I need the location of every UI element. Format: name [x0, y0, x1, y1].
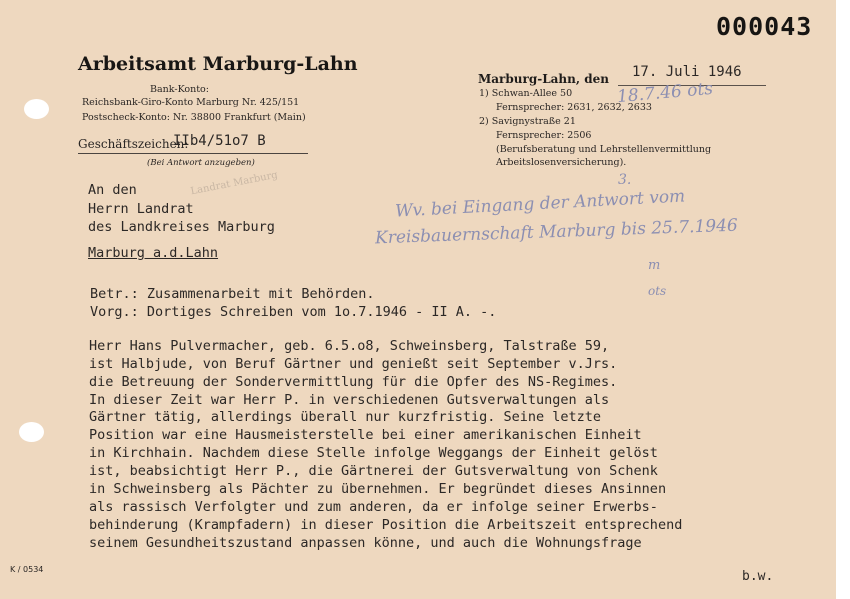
reference-underline: [78, 153, 308, 154]
body-line: seinem Gesundheitszustand anpassen könne, und auch die Wohnungsfrage: [89, 535, 642, 551]
address-line-3: des Landkreises Marburg: [88, 219, 275, 235]
address-city: Marburg a.d.Lahn: [88, 245, 219, 261]
body-line: als rassisch Verfolgter und zum anderen, da er infolge seiner Erwerbs-: [89, 499, 658, 515]
reference-label: Geschäftszeichen:: [78, 137, 189, 151]
archive-label: K / 0534: [10, 565, 44, 574]
address-line-2: Herrn Landrat: [88, 201, 194, 217]
letterhead-org-name: Arbeitsamt Marburg-Lahn: [78, 53, 358, 75]
handwritten-note-line-2: Kreisbauernschaft Marburg bis 25.7.1946: [374, 215, 739, 249]
subject-line: Betr.: Zusammenarbeit mit Behörden.: [90, 286, 375, 302]
office-2-phone: Fernsprecher: 2506: [496, 130, 592, 141]
place-label: Marburg-Lahn, den: [478, 72, 609, 86]
punch-hole: [19, 422, 44, 442]
reference-previous-line: Vorg.: Dortiges Schreiben vom 1o.7.1946 - II A. -.: [90, 304, 497, 320]
handwritten-initial: m: [648, 258, 661, 273]
body-line: Herr Hans Pulvermacher, geb. 6.5.o8, Schweinsberg, Talstraße 59,: [89, 338, 610, 354]
bank-line-2: Postscheck-Konto: Nr. 38800 Frankfurt (Main): [82, 112, 306, 123]
reference-value: IIb4/51o7 B: [173, 133, 266, 149]
body-line: in Kirchhain. Nachdem diese Stelle infolge Weggangs der Einheit gelöst: [89, 445, 658, 461]
serial-number: 000043: [716, 12, 813, 41]
continuation-note: b.w.: [742, 569, 774, 584]
reference-note: (Bei Antwort anzugeben): [147, 158, 255, 168]
body-line: behinderung (Krampfadern) in dieser Position die Arbeitszeit entsprechend: [89, 517, 683, 533]
body-line: in Schweinsberg als Pächter zu übernehmen. Er begründet dieses Ansinnen: [89, 481, 667, 497]
bank-heading: Bank-Konto:: [150, 84, 209, 95]
body-line: Position war eine Hausmeisterstelle bei einer amerikanischen Einheit: [89, 427, 642, 443]
office-1-address: 1) Schwan-Allee 50: [479, 88, 573, 99]
office-2-address: 2) Savignystraße 21: [479, 116, 576, 127]
address-line-1: An den: [88, 182, 137, 198]
body-line: ist Halbjude, von Beruf Gärtner und genießt seit September v.Jrs.: [89, 356, 618, 372]
office-1-phone: Fernsprecher: 2631, 2632, 2633: [496, 102, 652, 113]
punch-hole: [24, 99, 49, 119]
body-line: In dieser Zeit war Herr P. in verschiedenen Gutsverwaltungen als: [89, 392, 610, 408]
office-2-note-1: (Berufsberatung und Lehrstellenvermittlung: [496, 144, 712, 155]
body-line: die Betreuung der Sondervermittlung für die Opfer des NS-Regimes.: [89, 374, 618, 390]
handwritten-date-note: 18.7.46 ots: [616, 78, 714, 108]
handwritten-note-line-1: Wv. bei Eingang der Antwort vom: [394, 186, 686, 222]
faded-stamp: Landrat Marburg: [189, 169, 279, 198]
handwritten-initials: ots: [648, 284, 667, 298]
letter-date: 17. Juli 1946: [632, 64, 742, 80]
bank-line-1: Reichsbank-Giro-Konto Marburg Nr. 425/151: [82, 97, 300, 108]
office-2-note-2: Arbeitslosenversicherung).: [496, 157, 627, 168]
body-line: Gärtner tätig, allerdings überall nur kurzfristig. Seine letzte: [89, 409, 602, 425]
body-line: ist, beabsichtigt Herr P., die Gärtnerei der Gutsverwaltung von Schenk: [89, 463, 658, 479]
handwritten-mark: 3.: [618, 172, 632, 188]
